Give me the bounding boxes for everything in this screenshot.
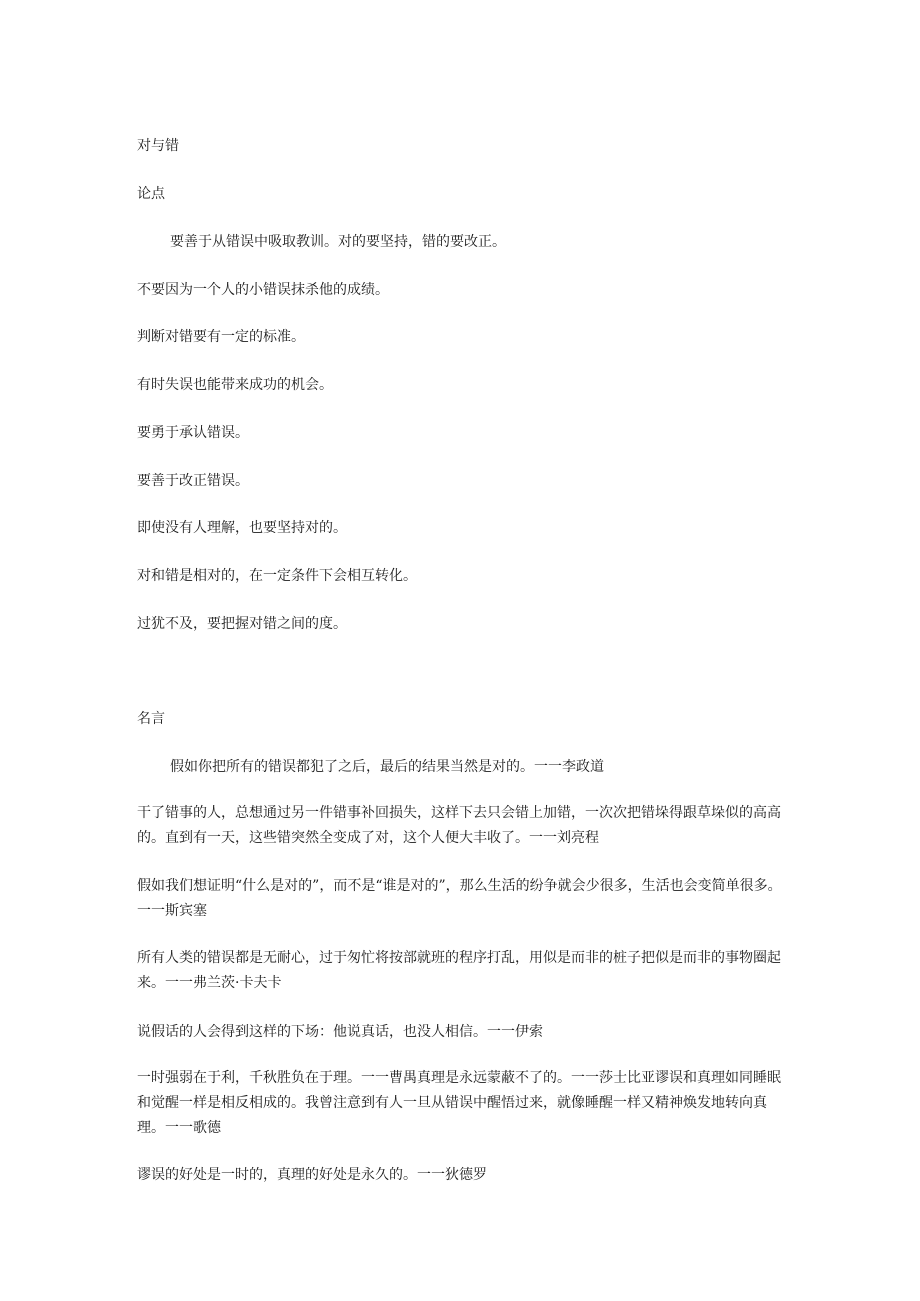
quote-item: 说假话的人会得到这样的下场：他说真话，也没人相信。一一伊索 bbox=[137, 1024, 543, 1040]
argument-item: 有时失误也能带来成功的机会。 bbox=[137, 377, 333, 393]
argument-item: 判断对错要有一定的标准。 bbox=[137, 329, 305, 345]
argument-item: 过犹不及，要把握对错之间的度。 bbox=[137, 616, 347, 632]
quote-item: 所有人类的错误都是无耐心，过于匆忙将按部就班的程序打乱，用似是而非的桩子把似是而非的事物圈起来。一一弗兰茨·卡夫卡 bbox=[137, 950, 781, 991]
arguments-heading: 论点 bbox=[137, 186, 165, 202]
argument-item: 要善于改正错误。 bbox=[137, 473, 249, 489]
argument-item: 要勇于承认错误。 bbox=[137, 425, 249, 441]
quotes-heading: 名言 bbox=[137, 711, 165, 727]
argument-item: 即使没有人理解，也要坚持对的。 bbox=[137, 520, 347, 536]
quote-item: 假如我们想证明“什么是对的”，而不是“谁是对的”，那么生活的纷争就会少很多，生活也会变简单很多。一一斯宾塞 bbox=[137, 878, 782, 919]
argument-item: 要善于从错误中吸取教训。对的要坚持，错的要改正。 bbox=[170, 234, 506, 250]
argument-item: 对和错是相对的，在一定条件下会相互转化。 bbox=[137, 568, 417, 584]
quote-item: 假如你把所有的错误都犯了之后，最后的结果当然是对的。一一李政道 bbox=[170, 759, 604, 775]
quote-item: 干了错事的人，总想通过另一件错事补回损失，这样下去只会错上加错，一次次把错垛得跟草垛似的高高的。直到有一天，这些错突然全变成了对，这个人便大丰收了。一一刘亮程 bbox=[137, 805, 781, 846]
quote-item: 谬误的好处是一时的，真理的好处是永久的。一一狄德罗 bbox=[137, 1167, 487, 1183]
argument-item: 不要因为一个人的小错误抹杀他的成绩。 bbox=[137, 282, 389, 298]
quote-item: 一时强弱在于利，千秋胜负在于理。一一曹禺真理是永远蒙蔽不了的。一一莎士比亚谬误和真理如同睡眠和觉醒一样是相反相成的。我曾注意到有人一旦从错误中醒悟过来，就像睡醒一样又精神焕发地转向真理。一一歌德 bbox=[137, 1070, 781, 1136]
document-title: 对与错 bbox=[137, 138, 179, 154]
